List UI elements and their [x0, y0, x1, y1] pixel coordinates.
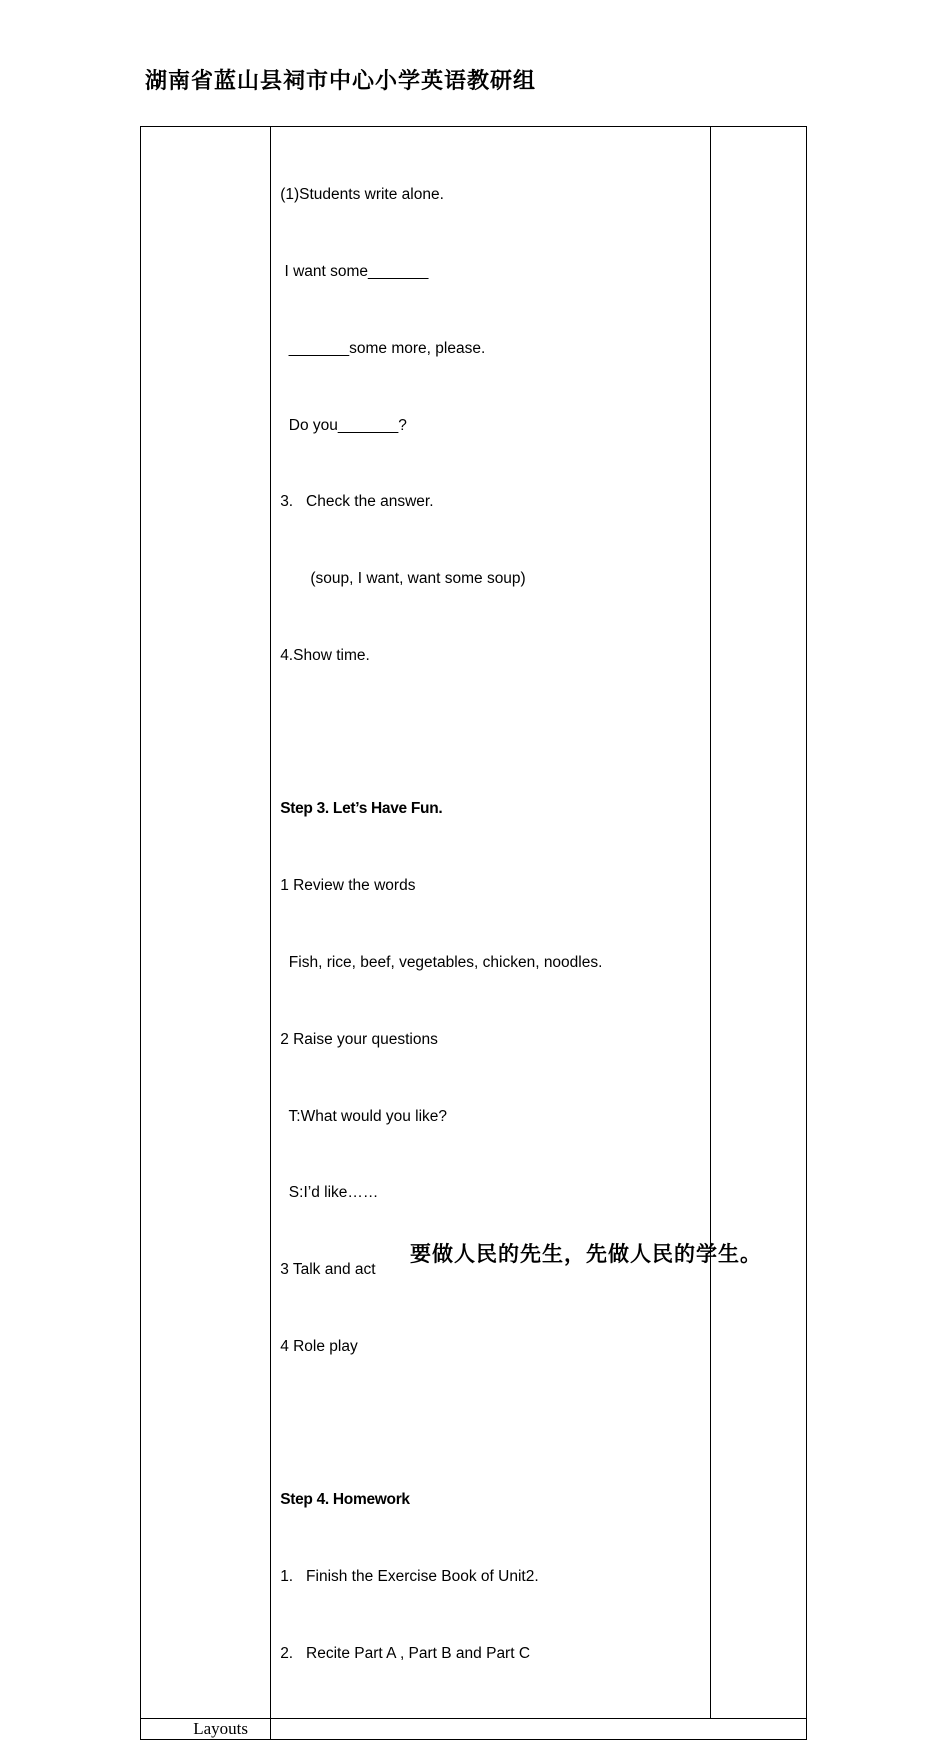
step-3-heading: Step 3. Let’s Have Fun. — [280, 800, 443, 818]
page-header-title: 湖南省蓝山县祠市中心小学英语教研组 — [145, 68, 537, 94]
step-line: 2. Recite Part A , Part B and Part C — [280, 1645, 531, 1663]
step-line: 3 Talk and act — [280, 1261, 376, 1279]
step-line: _______some more, please. — [280, 339, 486, 357]
layouts-label-cell — [141, 1718, 271, 1739]
layouts-content-cell — [271, 1718, 807, 1739]
step-line: 2 Raise your questions — [280, 1030, 438, 1048]
step-line: 4.Show time. — [280, 646, 370, 664]
footer-motto: 要做人民的先生，先做人民的学生。 — [410, 1241, 762, 1266]
step-line: I want some_______ — [280, 262, 429, 280]
empty-notes-cell — [710, 127, 806, 1719]
step-line: 1. Finish the Exercise Book of Unit2. — [280, 1568, 539, 1586]
step-line-blank — [280, 1411, 710, 1437]
teaching-steps-cell — [271, 127, 711, 1719]
step-line: (1)Students write alone. — [280, 186, 444, 204]
step-4-heading: Step 4. Homework — [280, 1491, 410, 1509]
layouts-label: Layouts — [193, 1718, 248, 1738]
step-line: Fish, rice, beef, vegetables, chicken, noodles. — [280, 954, 603, 971]
table-row-layouts — [141, 1718, 807, 1739]
teaching-steps-text — [271, 127, 710, 1718]
empty-label-cell — [141, 127, 271, 1719]
table-row-steps — [141, 127, 807, 1719]
step-line: (soup, I want, want some soup) — [280, 570, 526, 588]
step-line: S:I’d like…… — [280, 1184, 379, 1202]
step-line: 4 Role play — [280, 1337, 358, 1355]
step-line: Do you_______? — [280, 416, 407, 434]
step-line: 3. Check the answer. — [280, 493, 434, 511]
step-line-blank — [280, 720, 710, 746]
lesson-plan-table — [140, 126, 807, 1740]
step-line: T:What would you like? — [280, 1107, 448, 1125]
step-line: 1 Review the words — [280, 877, 416, 895]
